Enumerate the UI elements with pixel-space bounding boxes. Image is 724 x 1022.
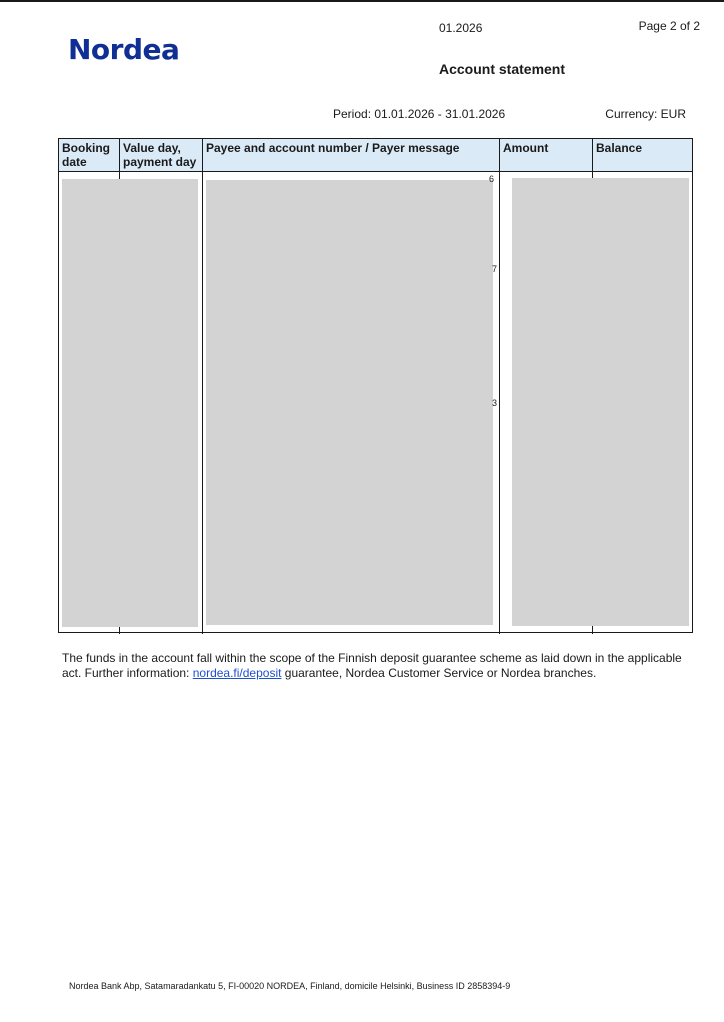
column-header-line: Value day, xyxy=(123,141,181,155)
column-header-line: Balance xyxy=(596,141,643,155)
deposit-guarantee-notice xyxy=(62,651,702,681)
notice-text: The funds in the account fall within the scope of the Finnish deposit guarantee scheme as laid down in the applicable act. Further information: xyxy=(62,651,682,680)
column-header-payee xyxy=(206,141,459,155)
currency-value: EUR xyxy=(660,107,686,121)
text-fragment: 7 xyxy=(492,264,498,274)
table-header xyxy=(59,139,692,172)
column-header-line: Booking xyxy=(62,141,110,155)
column-header-amount xyxy=(503,141,548,155)
column-header-line: payment day xyxy=(123,155,197,169)
nordea-logo: Nordea xyxy=(68,33,180,66)
column-header-line: date xyxy=(62,155,87,169)
company-footer: Nordea Bank Abp, Satamaradankatu 5, FI-00020 NORDEA, Finland, domicile Helsinki, Business ID 2858394-9 xyxy=(69,981,511,991)
deposit-info-link[interactable]: nordea.fi/deposit xyxy=(192,666,282,680)
text-fragment: 3 xyxy=(492,398,498,408)
notice-text-end: guarantee, Nordea Customer Service or Nordea branches. xyxy=(281,666,597,680)
currency-label: Currency: xyxy=(605,107,658,121)
currency xyxy=(605,107,686,121)
column-header-line: Payee and account number / Payer message xyxy=(206,141,460,155)
redacted-payee-details xyxy=(206,180,493,625)
redacted-dates xyxy=(62,179,198,627)
column-header-balance xyxy=(596,141,642,155)
column-header-line: Amount xyxy=(503,141,549,155)
period-label: Period: xyxy=(333,107,372,121)
column-divider xyxy=(202,139,203,634)
column-header-booking-date xyxy=(62,141,110,169)
transactions-table xyxy=(58,138,693,633)
period xyxy=(333,107,505,121)
redacted-amounts xyxy=(512,178,689,626)
page-number: Page 2 of 2 xyxy=(638,19,700,33)
period-value: 01.01.2026 - 31.01.2026 xyxy=(374,107,506,121)
statement-month: 01.2026 xyxy=(439,21,483,35)
top-rule xyxy=(0,0,724,2)
column-header-value-day xyxy=(123,141,196,169)
column-divider xyxy=(499,139,500,634)
document-title: Account statement xyxy=(439,61,566,77)
text-fragment: 6 xyxy=(489,174,495,184)
